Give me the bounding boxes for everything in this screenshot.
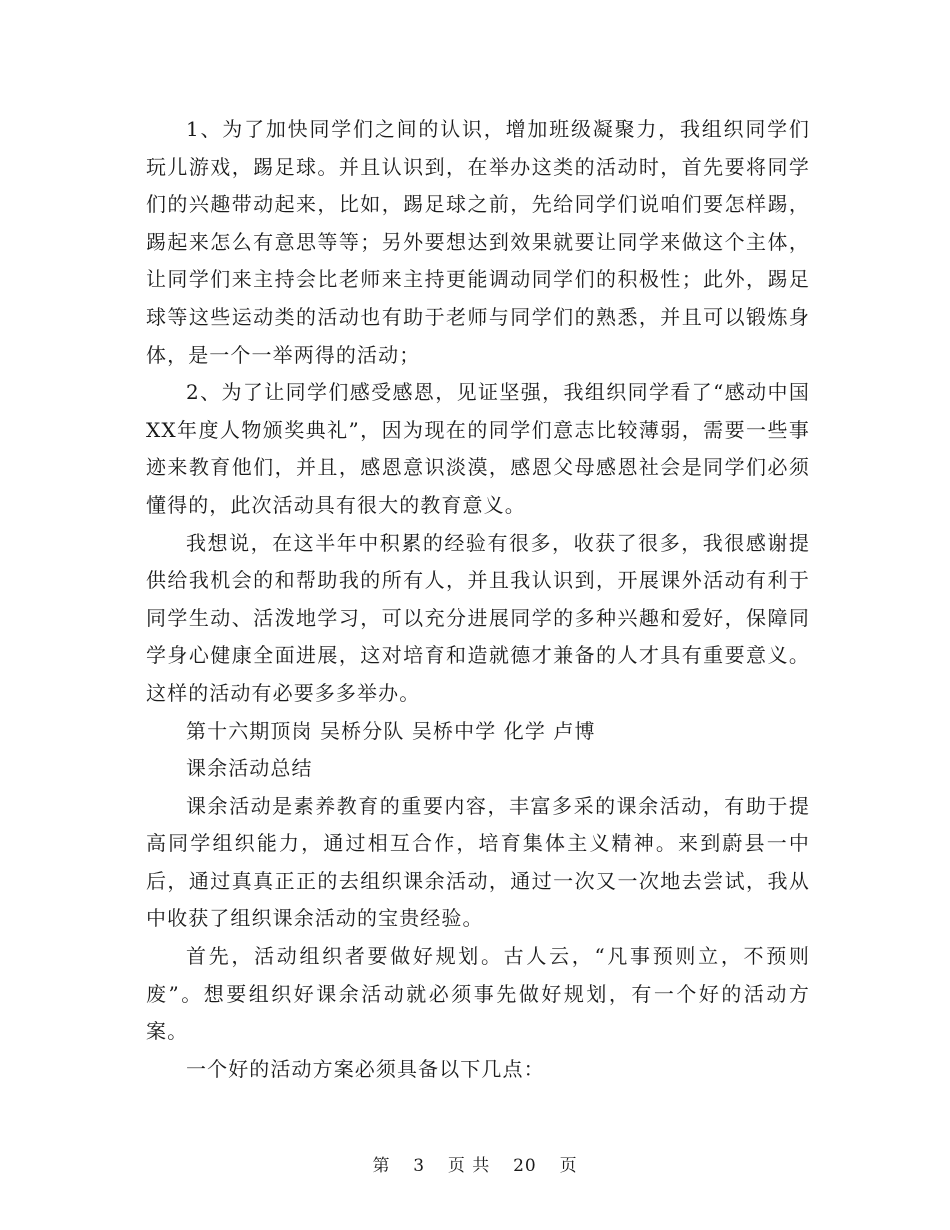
paragraph-activity-2: 2、为了让同学们感受感恩，见证坚强，我组织同学看了“感动中国XX年度人物颁奖典礼”，因为现在的同学们意志比较薄弱，需要一些事迹来教育他们，并且，感恩意识淡漠，感恩父母感恩社会是同学们必须懂得的，此次活动具有很大的教育意义。 <box>146 380 810 517</box>
footer-middle: 页 共 <box>447 1156 491 1176</box>
paragraph-activity-1: 1、为了加快同学们之间的认识，增加班级凝聚力，我组织同学们玩儿游戏，踢足球。并且认识到，在举办这类的活动时，首先要将同学们的兴趣带动起来，比如，踢足球之前，先给同学们说咱们要怎样踢，踢起来怎么有意思等等；另外要想达到效果就要让同学来做这个主体，让同学们来主持会比老师来主持更能调动同学们的积极性；此外，踢足球等这些运动类的活动也有助于老师与同学们的熟悉，并且可以锻炼身体，是一个一举两得的活动； <box>146 117 810 367</box>
author-signature: 第十六期顶岗 吴桥分队 吴桥中学 化学 卢博 <box>186 718 596 743</box>
page-footer <box>0 1154 950 1178</box>
document-body <box>146 111 810 1088</box>
paragraph-intro: 课余活动是素养教育的重要内容，丰富多采的课余活动，有助于提高同学组织能力，通过相互合作，培育集体主义精神。来到蔚县一中后，通过真真正正的去组织课余活动，通过一次又一次地去尝试，我从中收获了组织课余活动的宝贵经验。 <box>146 793 810 931</box>
section-title: 课余活动总结 <box>186 756 313 781</box>
paragraph-plan-requirements: 一个好的活动方案必须具备以下几点： <box>186 1056 545 1081</box>
footer-suffix: 页 <box>559 1156 578 1176</box>
footer-total-pages: 20 <box>513 1156 537 1176</box>
footer-prefix: 第 <box>372 1156 391 1176</box>
footer-current-page: 3 <box>413 1156 426 1176</box>
paragraph-planning: 首先，活动组织者要做好规划。古人云，“凡事预则立，不预则废”。想要组织好课余活动就必须事先做好规划，有一个好的活动方案。 <box>146 944 810 1044</box>
paragraph-reflection: 我想说，在这半年中积累的经验有很多，收获了很多，我很感谢提供给我机会的和帮助我的所有人，并且我认识到，开展课外活动有利于同学生动、活泼地学习，可以充分进展同学的多种兴趣和爱好，保障同学身心健康全面进展，这对培育和造就德才兼备的人才具有重要意义。这样的活动有必要多多举办。 <box>146 530 810 705</box>
